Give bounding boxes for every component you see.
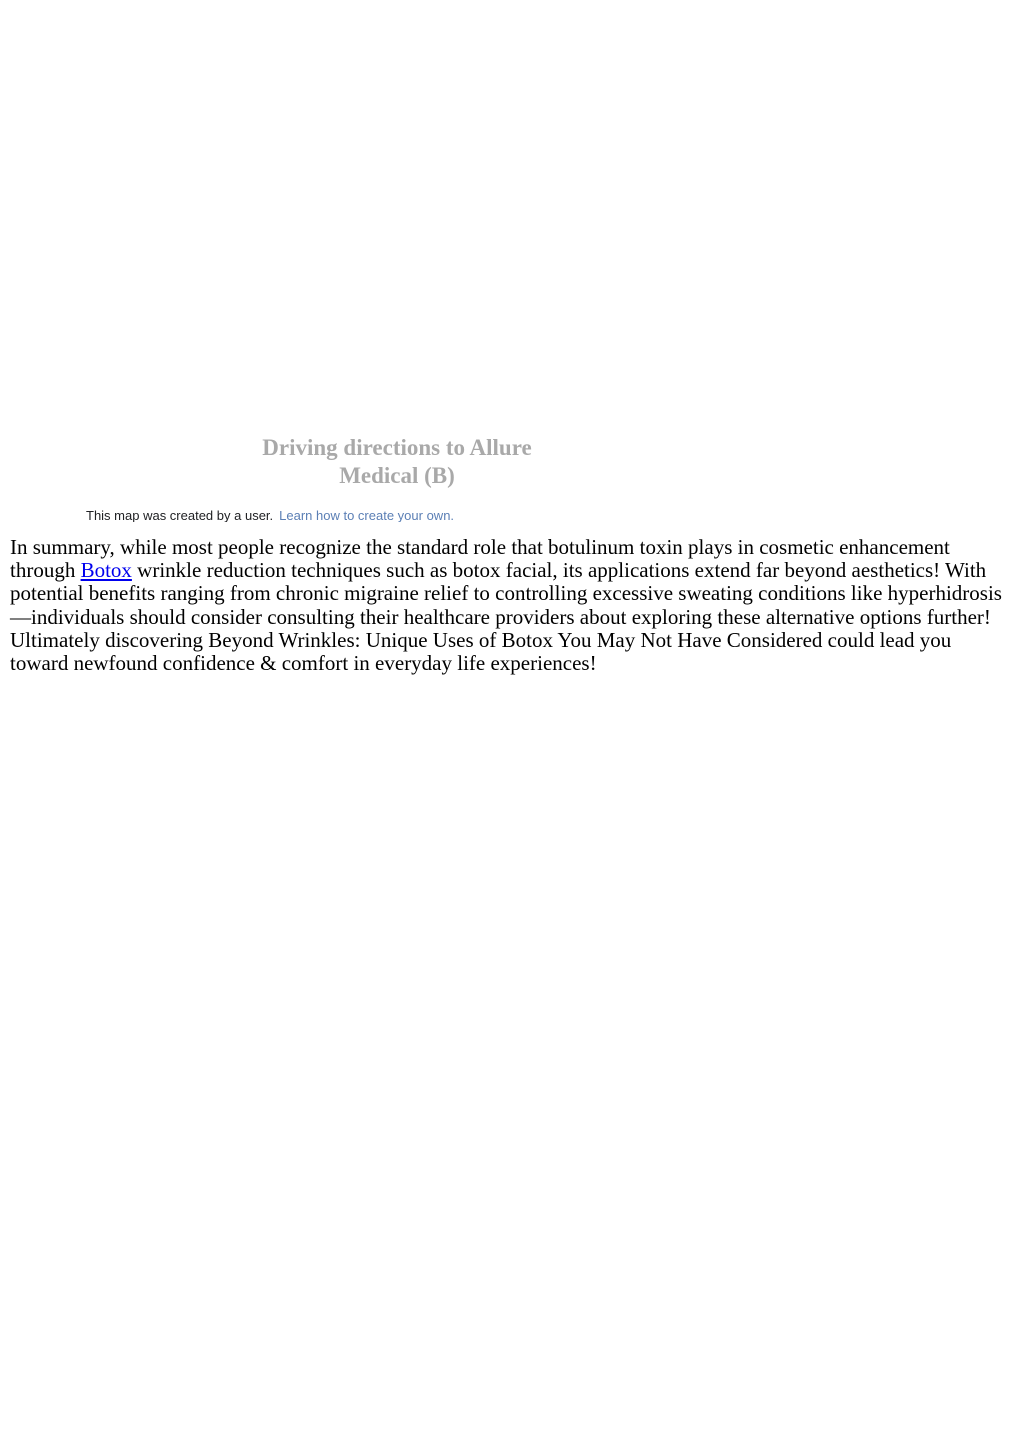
map-title: Driving directions to Allure Medical (B) (262, 435, 532, 488)
map-embed[interactable] (0, 0, 1024, 522)
summary-text-end: wrinkle reduction techniques such as botox facial, its applications extend far beyond aesthetics! With potential benefits ranging from chronic migraine relief to controlling excessive sweating conditions like hyperhidrosis—individuals should consider consulting their healthcare providers about exploring these alternative options further! Ultimately discovering Beyond Wrinkles: Unique Uses of Botox You May Not Have Considered could lead you toward newfound confidence & comfort in everyday life experiences! (10, 558, 1002, 676)
map-footer (86, 507, 454, 522)
summary-paragraph (10, 536, 1010, 675)
map-footer-note: This map was created by a user. (86, 508, 274, 522)
learn-create-map-link[interactable]: Learn how to create your own. (279, 508, 455, 522)
summary-text-start: In summary, while most people recognize the standard role that botulinum toxin plays in cosmetic enhancement through (10, 535, 950, 583)
botox-link[interactable]: Botox (80, 558, 132, 583)
